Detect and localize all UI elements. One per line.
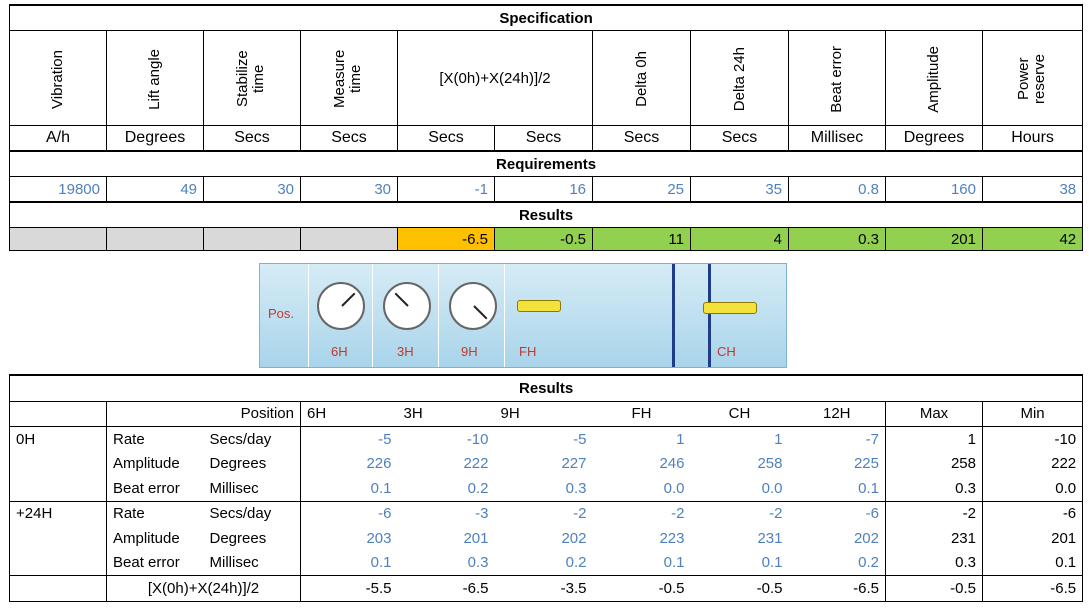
table-row (10, 427, 1083, 452)
value-cell: 201 (983, 526, 1083, 551)
avg-cell: -6.5 (983, 576, 1083, 602)
row-unit: Degrees (204, 526, 301, 551)
requirement-cell: 38 (983, 177, 1083, 203)
value-cell: -2 (886, 501, 983, 526)
result-cell (204, 228, 301, 251)
empty-cell (10, 576, 107, 602)
header-average: [X(0h)+X(24h)]/2 (398, 31, 593, 126)
requirement-cell: 0.8 (789, 177, 886, 203)
empty-cell (107, 401, 204, 427)
result-cell: 0.3 (789, 228, 886, 251)
value-cell: 258 (886, 452, 983, 477)
avg-cell: -6.5 (398, 576, 495, 602)
value-cell: 0.0 (761, 479, 783, 497)
value-cell: -5 (495, 427, 593, 452)
header-measure-time: Measure time (301, 31, 398, 126)
requirement-cell: 160 (886, 177, 983, 203)
value-cell: -3 (398, 501, 495, 526)
value-cell: 223 (659, 529, 685, 547)
row-unit: Secs/day (204, 427, 301, 452)
value-cell: 0.2 (789, 551, 886, 576)
unit-cell: A/h (10, 126, 107, 152)
unit-cell: Millisec (789, 126, 886, 152)
col-9h: 9H (500, 405, 520, 423)
row-name: Beat error (107, 476, 204, 501)
position-3h: 3H (372, 264, 438, 367)
value-cell: 203 (301, 526, 398, 551)
avg-label: [X(0h)+X(24h)]/2 (107, 576, 301, 602)
group-label (10, 476, 107, 501)
group-label (10, 526, 107, 551)
value-cell: 202 (789, 526, 886, 551)
divider (672, 264, 675, 367)
avg-cell: -0.5 (886, 576, 983, 602)
unit-cell: Hours (983, 126, 1083, 152)
value-cell: -5 (301, 427, 398, 452)
table-row (10, 551, 1083, 576)
col-12h: 12H (789, 401, 886, 427)
value-cell: 0.2 (467, 479, 489, 497)
dial-icon (383, 282, 431, 330)
value-cell: 222 (983, 452, 1083, 477)
row-name: Amplitude (107, 526, 204, 551)
value-cell: -10 (398, 427, 495, 452)
dial-icon (449, 282, 497, 330)
value-cell: 231 (886, 526, 983, 551)
value-cell: -10 (983, 427, 1083, 452)
value-cell: 0.1 (983, 551, 1083, 576)
group-label (10, 551, 107, 576)
position-9h: 9H (438, 264, 504, 367)
unit-cell: Secs (204, 126, 301, 152)
group-label (10, 452, 107, 477)
value-cell: -2 (691, 501, 789, 526)
col-ch: CH (728, 405, 751, 423)
result-cell: -6.5 (398, 228, 495, 251)
value-cell: 0.2 (565, 554, 587, 572)
header-power-reserve: Power reserve (983, 31, 1083, 126)
header-stabilize-time: Stabilize time (204, 31, 301, 126)
result-cell (107, 228, 204, 251)
table-row (10, 452, 1083, 477)
value-cell: 0.0 (983, 476, 1083, 501)
value-cell: 1 (593, 427, 691, 452)
header-amplitude: Amplitude (886, 31, 983, 126)
unit-cell: Degrees (886, 126, 983, 152)
avg-cell: -0.5 (593, 576, 691, 602)
result-cell: 11 (593, 228, 691, 251)
value-cell: -6 (789, 501, 886, 526)
table-row (10, 501, 1083, 526)
value-cell: 227 (561, 455, 587, 473)
positions-diagram (259, 263, 787, 368)
value-cell: 225 (789, 452, 886, 477)
row-name: Rate (107, 427, 204, 452)
requirement-cell: 30 (204, 177, 301, 203)
value-cell: 0.1 (301, 476, 398, 501)
row-name: Amplitude (107, 452, 204, 477)
value-cell: 0.3 (886, 476, 983, 501)
value-cell: -6 (301, 501, 398, 526)
result-cell: 201 (886, 228, 983, 251)
value-cell: 0.0 (663, 479, 685, 497)
value-cell: 0.1 (789, 476, 886, 501)
watch-flat-icon (517, 300, 561, 312)
pos-label-cell (260, 264, 308, 367)
row-unit: Millisec (204, 476, 301, 501)
result-cell: -0.5 (495, 228, 593, 251)
requirements-title: Requirements (10, 151, 1083, 177)
row-unit: Millisec (204, 551, 301, 576)
value-cell: 0.3 (565, 479, 587, 497)
requirement-cell: 19800 (10, 177, 107, 203)
position-label: Position (204, 401, 301, 427)
table-row (10, 476, 1083, 501)
position-6h: 6H (308, 264, 372, 367)
col-6h: 6H (301, 401, 398, 427)
row-name: Rate (107, 501, 204, 526)
results-title: Results (10, 202, 1083, 228)
value-cell: 0.3 (467, 554, 489, 572)
specification-title: Specification (10, 5, 1083, 31)
requirement-cell: 35 (691, 177, 789, 203)
results-table-title: Results (10, 375, 1083, 401)
value-cell: 0.1 (301, 551, 398, 576)
unit-cell: Degrees (107, 126, 204, 152)
avg-cell: -6.5 (789, 576, 886, 602)
avg-cell: -3.5 (495, 576, 593, 602)
table-row (10, 526, 1083, 551)
value-cell: 0.1 (761, 554, 783, 572)
value-cell: -2 (593, 501, 691, 526)
header-vibration: Vibration (10, 31, 107, 126)
result-cell (301, 228, 398, 251)
result-cell: 4 (691, 228, 789, 251)
specification-table (9, 4, 1083, 251)
avg-cell: -0.5 (691, 576, 789, 602)
header-delta-24h: Delta 24h (691, 31, 789, 126)
value-cell: 222 (463, 455, 489, 473)
requirement-cell: 49 (107, 177, 204, 203)
header-lift-angle: Lift angle (107, 31, 204, 126)
position-ch: CH (711, 264, 787, 367)
value-cell: 246 (659, 455, 685, 473)
requirement-cell: 16 (495, 177, 593, 203)
pos-label: Pos. (268, 306, 295, 321)
result-cell: 42 (983, 228, 1083, 251)
unit-cell: Secs (691, 126, 789, 152)
header-delta-0h: Delta 0h (593, 31, 691, 126)
unit-cell: Secs (301, 126, 398, 152)
unit-cell: Secs (593, 126, 691, 152)
row-unit: Secs/day (204, 501, 301, 526)
dial-icon (317, 282, 365, 330)
value-cell: 201 (463, 529, 489, 547)
requirement-cell: 30 (301, 177, 398, 203)
row-unit: Degrees (204, 452, 301, 477)
col-max: Max (886, 401, 983, 427)
value-cell: 202 (561, 529, 587, 547)
value-cell: 1 (886, 427, 983, 452)
value-cell: -2 (495, 501, 593, 526)
col-min: Min (983, 401, 1083, 427)
unit-cell: Secs (495, 126, 593, 152)
value-cell: 1 (691, 427, 789, 452)
value-cell: -7 (789, 427, 886, 452)
watch-flat-icon (703, 302, 757, 314)
row-name: Beat error (107, 551, 204, 576)
value-cell: -6 (983, 501, 1083, 526)
value-cell: 0.1 (663, 554, 685, 572)
result-cell (10, 228, 107, 251)
col-fh: FH (631, 405, 652, 423)
empty-cell (10, 401, 107, 427)
value-cell: 258 (757, 455, 783, 473)
value-cell: 231 (757, 529, 783, 547)
group-label: 0H (10, 427, 107, 452)
group-label: +24H (10, 501, 107, 526)
col-3h: 3H (403, 405, 423, 423)
value-cell: 0.3 (886, 551, 983, 576)
requirement-cell: 25 (593, 177, 691, 203)
header-beat-error: Beat error (789, 31, 886, 126)
position-fh: FH (504, 264, 570, 367)
requirement-cell: -1 (398, 177, 495, 203)
avg-cell: -5.5 (301, 576, 398, 602)
value-cell: 226 (301, 452, 398, 477)
results-table (9, 374, 1083, 602)
unit-cell: Secs (398, 126, 495, 152)
